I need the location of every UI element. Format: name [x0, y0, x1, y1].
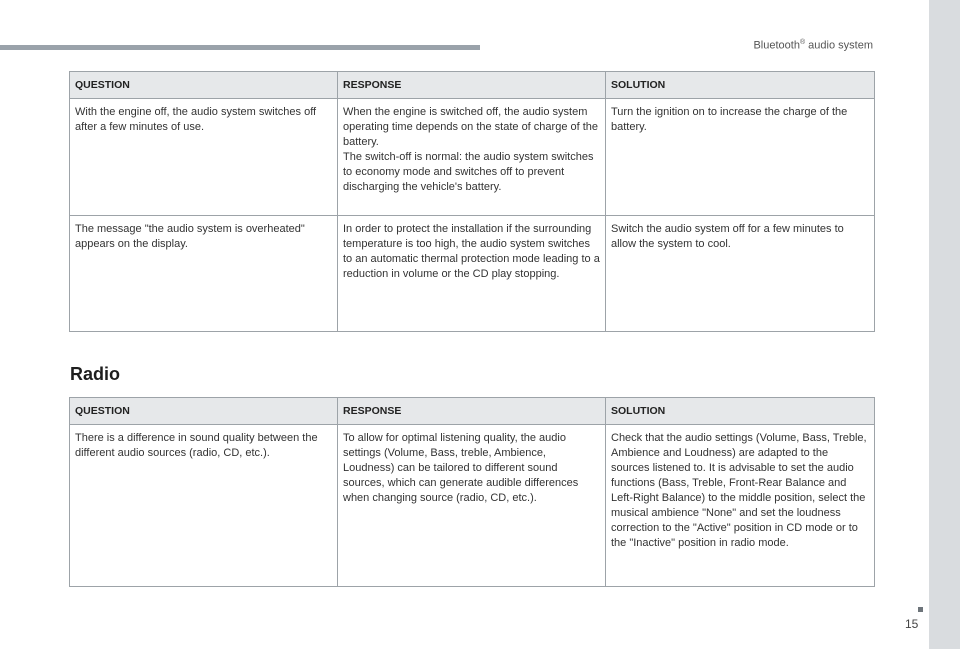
column-header-solution: SOLUTION: [606, 72, 875, 99]
header-rule: [0, 45, 480, 50]
response-cell: [338, 216, 606, 332]
page-marker-square: [918, 607, 923, 612]
question-cell: With the engine off, the audio system switches off after a few minutes of use.: [70, 99, 338, 216]
response-cell: [338, 99, 606, 216]
page-number: 15: [905, 617, 919, 631]
solution-cell: Switch the audio system off for a few minutes to allow the system to cool.: [606, 216, 875, 332]
troubleshooting-table-radio: [69, 397, 875, 587]
response-paragraph: The switch-off is normal: the audio system switches to economy mode and switches off to prevent discharging the vehicle's battery.: [343, 151, 594, 193]
troubleshooting-table-audio: [69, 71, 875, 332]
table-header-row: [70, 398, 875, 425]
table-row: [70, 99, 875, 216]
column-header-question: QUESTION: [70, 72, 338, 99]
solution-cell: Check that the audio settings (Volume, Bass, Treble, Ambience and Loudness) are adapted to the sources listened to. It is advisable to set the audio functions (Bass, Treble, Front-Rear Balance and Left-Right Balance) to the middle position, select the musical ambience "None" and set the loudness correction to the "Active" position in CD mode or to the "Inactive" position in radio mode.: [606, 425, 875, 587]
response-cell: [338, 425, 606, 587]
table-header-row: [70, 72, 875, 99]
page-edge-strip: [929, 0, 960, 649]
response-paragraph: To allow for optimal listening quality, the audio settings (Volume, Bass, treble, Ambience, Loudness) can be tailored to different sound sources, which can generate audible differences when changing source (radio, CD, etc.).: [343, 432, 579, 504]
section-title-radio: Radio: [70, 364, 121, 384]
solution-cell: Turn the ignition on to increase the charge of the battery.: [606, 99, 875, 216]
question-cell: There is a difference in sound quality between the different audio sources (radio, CD, etc.).: [70, 425, 338, 587]
column-header-question: QUESTION: [70, 398, 338, 425]
column-header-response: RESPONSE: [338, 72, 606, 99]
response-paragraph: When the engine is switched off, the audio system operating time depends on the state of charge of the battery.: [343, 106, 599, 148]
question-cell: The message "the audio system is overheated" appears on the display.: [70, 216, 338, 332]
column-header-response: RESPONSE: [338, 398, 606, 425]
column-header-solution: SOLUTION: [606, 398, 875, 425]
table-row: [70, 216, 875, 332]
table-row: [70, 425, 875, 587]
response-paragraph: In order to protect the installation if the surrounding temperature is too high, the audio system switches to an automatic thermal protection mode leading to a reduction in volume or the CD play stopping.: [343, 223, 600, 280]
running-header: Bluetooth® audio system: [753, 39, 873, 52]
